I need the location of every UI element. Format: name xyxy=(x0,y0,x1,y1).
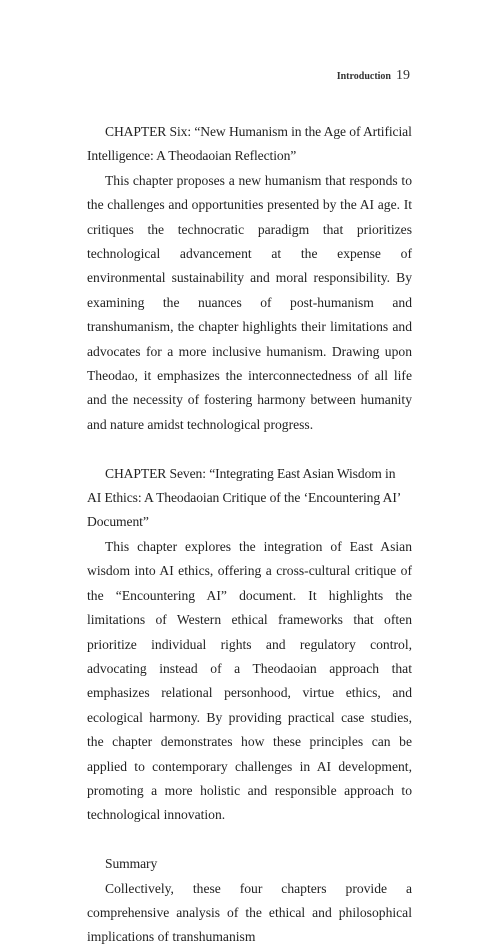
section-gap xyxy=(87,437,412,461)
running-head xyxy=(337,68,410,84)
chapter-seven-paragraph: This chapter explores the integration of East Asian wisdom into AI ethics, offering a cross-cultural critique of the “Encountering AI” document. It highlights the limitations of Western ethical frameworks that often prioritize individual rights and regulatory control, advocating instead of a Theodaoian approach that emphasizes relational personhood, virtue ethics, and ecological harmony. By providing practical case studies, the chapter demonstrates how these principles can be applied to contemporary challenges in AI development, promoting a more holistic and responsible approach to technological innovation. xyxy=(87,538,412,823)
summary-heading: Summary xyxy=(105,856,158,872)
chapter-seven-heading: CHAPTER Seven: “Integrating East Asian Wisdom in AI Ethics: A Theodaoian Critique of the ‘Encountering AI’ Document” xyxy=(87,465,401,530)
summary-paragraph: Collectively, these four chapters provide a comprehensive analysis of the ethical and philosophical implications of transhumanism xyxy=(87,880,412,945)
page-body xyxy=(87,120,412,950)
chapter-six-heading: CHAPTER Six: “New Humanism in the Age of Artificial Intelligence: A Theodaoian Reflection” xyxy=(87,124,412,164)
running-head-title: Introduction xyxy=(336,71,391,82)
page-number: 19 xyxy=(396,68,410,83)
chapter-six-paragraph: This chapter proposes a new humanism that responds to the challenges and opportunities presented by the AI age. It critiques the technocratic paradigm that prioritizes technological advancement at the expense of environmental sustainability and moral responsibility. By examining the nuances of post-humanism and transhumanism, the chapter highlights their limitations and advocates for a more inclusive humanism. Drawing upon Theodao, it emphasizes the interconnectedness of all life and the necessity of fostering harmony between humanity and nature amidst technological progress. xyxy=(87,172,412,432)
section-gap xyxy=(87,828,412,852)
